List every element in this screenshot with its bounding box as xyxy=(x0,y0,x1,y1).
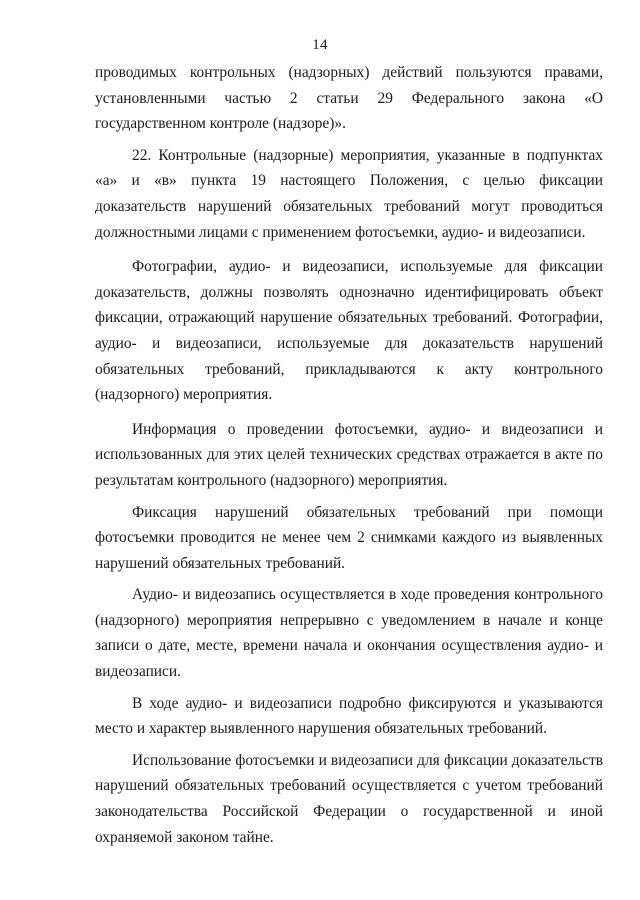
paragraph-recording-info: Информация о проведении фотосъемки, аудио- и видеозаписи и использованных для этих целей технических средствах отражается в акте по результатам контрольного (надзорного) мероприятия. xyxy=(95,420,603,489)
paragraph-audio-video-process: Аудио- и видеозапись осуществляется в ходе проведения контрольного (надзорного) мероприятия непрерывно с уведомлением в начале и конце записи о дате, месте, времени начала и окончания осуществления аудио- и видеозаписи. xyxy=(95,586,603,681)
page-number: 14 xyxy=(312,37,328,53)
paragraph-secrecy: Использование фотосъемки и видеозаписи для фиксации доказательств нарушений обязательных требований осуществляется с учетом требований законодательства Российской Федерации о государственной и иной охраняемой законом тайне. xyxy=(95,751,603,846)
paragraph-continuation: проводимых контрольных (надзорных) действий пользуются правами, установленными частью 2 статьи 29 Федерального закона «О государственном контроле (надзоре)». xyxy=(95,64,603,133)
paragraph-details-fixation: В ходе аудио- и видеозаписи подробно фиксируются и указываются место и характер выявленного нарушения обязательных требований. xyxy=(95,694,603,738)
paragraph-photo-fixation: Фиксация нарушений обязательных требований при помощи фотосъемки проводится не менее чем 2 снимками каждого из выявленных нарушений обязательных требований. xyxy=(95,503,603,572)
paragraph-22: 22. Контрольные (надзорные) мероприятия, указанные в подпунктах «а» и «в» пункта 19 настоящего Положения, с целью фиксации доказательств нарушений обязательных требований могут проводиться должностными лицами с применением фотосъемки, аудио- и видеозаписи. xyxy=(95,146,603,241)
document-body xyxy=(95,60,603,850)
paragraph-photos-requirements: Фотографии, аудио- и видеозаписи, используемые для фиксации доказательств, должны позволять однозначно идентифицировать объект фиксации, отражающий нарушение обязательных требований. Фотографии, аудио- и видеозаписи, используемые для доказательств нарушений обязательных требований, прикладываются к акту контрольного (надзорного) мероприятия. xyxy=(95,258,603,404)
